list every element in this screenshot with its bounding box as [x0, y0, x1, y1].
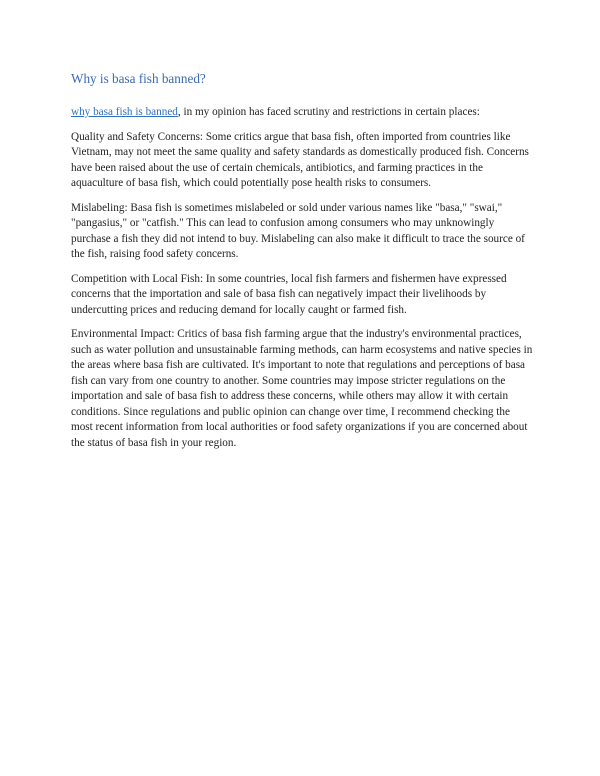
document-body: [71, 70, 533, 460]
paragraph-environmental: Environmental Impact: Critics of basa fish farming argue that the industry's environmental practices, such as water pollution and unsustainable farming methods, can harm ecosystems and native species in the areas where basa fish are cultivated. It's important to note that regulations and perceptions of basa fish can vary from one country to another. Some countries may impose stricter regulations on the importation and sale of basa fish to address these concerns, while others may allow it with certain conditions. Since regulations and public opinion can change over time, I recommend checking the most recent information from local authorities or food safety organizations if you are concerned about the status of basa fish in your region.: [71, 328, 533, 449]
intro-paragraph: [71, 105, 533, 121]
page-title: Why is basa fish banned?: [71, 71, 206, 86]
paragraph-mislabeling: Mislabeling: Basa fish is sometimes mislabeled or sold under various names like "basa," "swai," "pangasius," or "catfish." This can lead to confusion among consumers who may unknowingly purchase a fish they did not intend to buy. Mislabeling can also make it difficult to trace the source of the fish, raising food safety concerns.: [71, 201, 525, 260]
intro-text: , in my opinion has faced scrutiny and restrictions in certain places:: [177, 106, 480, 118]
basa-fish-link[interactable]: why basa fish is banned: [71, 106, 178, 118]
paragraph-quality-safety: Quality and Safety Concerns: Some critics argue that basa fish, often imported from countries like Vietnam, may not meet the same quality and safety standards as domestically produced fish. Concerns have been raised about the use of certain chemicals, antibiotics, and farming practices in the aquaculture of basa fish, which could potentially pose health risks to consumers.: [71, 130, 529, 189]
paragraph-competition: Competition with Local Fish: In some countries, local fish farmers and fishermen have expressed concerns that the importation and sale of basa fish can negatively impact their livelihoods by undercutting prices and reducing demand for locally caught or farmed fish.: [71, 272, 507, 316]
